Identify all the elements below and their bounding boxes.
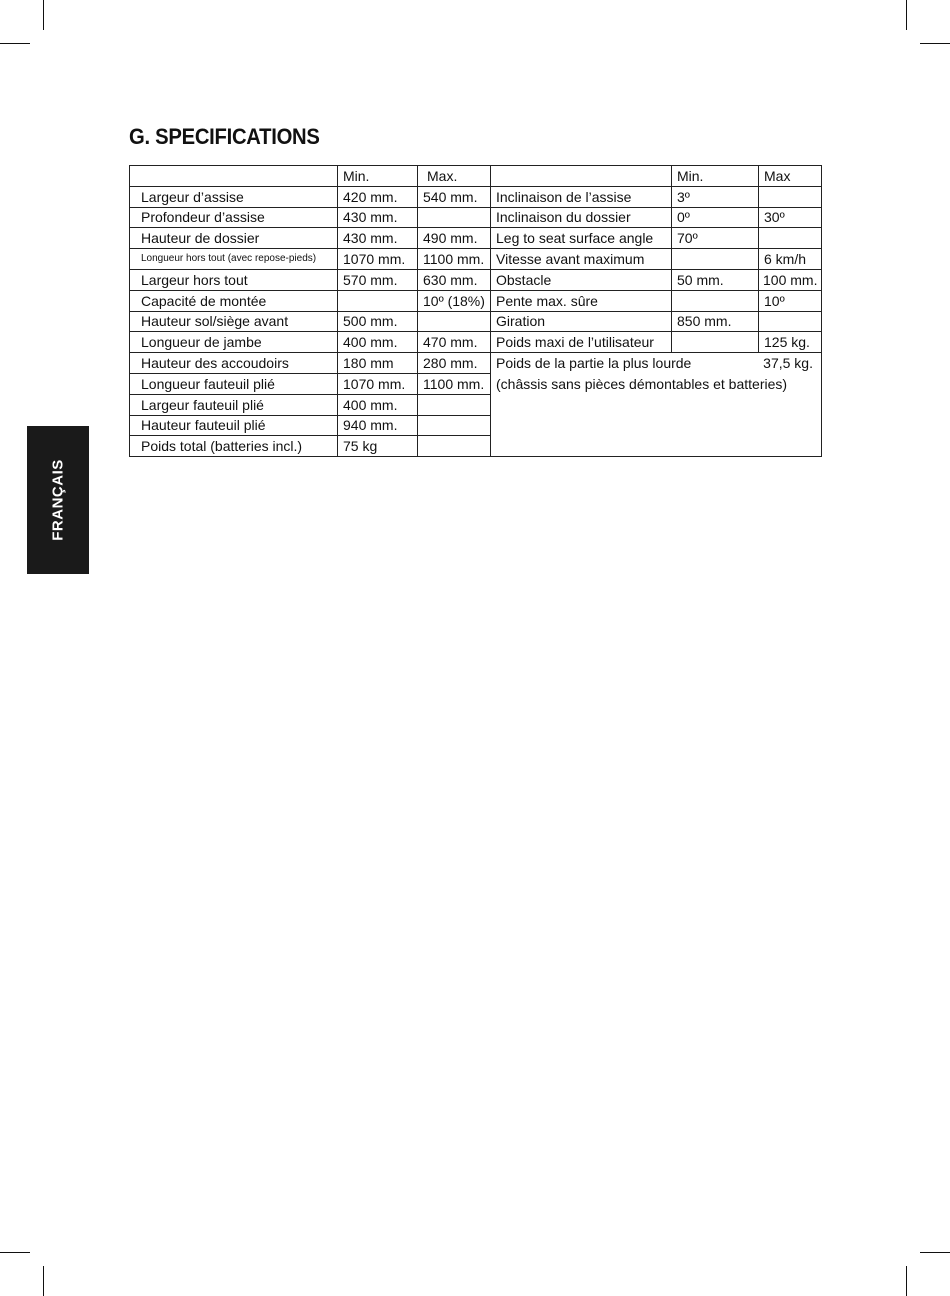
spec-max: [759, 186, 822, 207]
spec-max: 630 mm.: [418, 269, 491, 290]
spec-min: 1070 mm.: [338, 249, 418, 270]
spec-max: [418, 311, 491, 332]
spec-label: Hauteur sol/siège avant: [130, 311, 338, 332]
header-cell: Min.: [672, 166, 759, 187]
spec-label: Longueur fauteuil plié: [130, 373, 338, 394]
crop-mark-top-left-v: [43, 0, 44, 30]
spec-min: 570 mm.: [338, 269, 418, 290]
table-row: [130, 228, 822, 249]
crop-mark-top-right-v: [906, 0, 907, 30]
spec-max: 490 mm.: [418, 228, 491, 249]
table-row: [130, 290, 822, 311]
spec-max: [418, 415, 491, 436]
spec-label: Largeur hors tout: [130, 269, 338, 290]
spec-label: Hauteur de dossier: [130, 228, 338, 249]
spec-label: Inclinaison du dossier: [491, 207, 672, 228]
header-cell: [491, 166, 672, 187]
spec-max: 100 mm.: [759, 269, 822, 290]
crop-mark-top-right-h: [920, 43, 950, 44]
spec-label: Capacité de montée: [130, 290, 338, 311]
spec-label: Pente max. sûre: [491, 290, 672, 311]
heaviest-part-cell: [491, 353, 822, 457]
spec-min: 1070 mm.: [338, 373, 418, 394]
language-side-tab: [27, 426, 89, 574]
spec-label: Giration: [491, 311, 672, 332]
table-row: [130, 311, 822, 332]
spec-min: 400 mm.: [338, 332, 418, 353]
spec-label: Hauteur des accoudoirs: [130, 353, 338, 374]
spec-label: Poids total (batteries incl.): [130, 436, 338, 457]
table-row: [130, 353, 822, 374]
spec-min: 180 mm: [338, 353, 418, 374]
crop-mark-bottom-left-v: [43, 1266, 44, 1296]
spec-min: 70º: [672, 228, 759, 249]
spec-label: Longueur de jambe: [130, 332, 338, 353]
table-row: [130, 207, 822, 228]
spec-min: 75 kg: [338, 436, 418, 457]
spec-max: [418, 207, 491, 228]
spec-max: 125 kg.: [759, 332, 822, 353]
heaviest-part-note: (châssis sans pièces démontables et batteries): [496, 375, 788, 392]
spec-max: 280 mm.: [418, 353, 491, 374]
spec-min: 500 mm.: [338, 311, 418, 332]
table-header-row: [130, 166, 822, 187]
spec-label: Profondeur d’assise: [130, 207, 338, 228]
spec-min: 430 mm.: [338, 228, 418, 249]
section-title: G. SPECIFICATIONS: [129, 124, 320, 149]
header-cell: Max.: [418, 166, 491, 187]
spec-max: [418, 394, 491, 415]
spec-max: 6 km/h: [759, 249, 822, 270]
spec-max: 10º: [759, 290, 822, 311]
heaviest-part-line: [496, 353, 821, 374]
crop-mark-bottom-right-v: [906, 1266, 907, 1296]
heaviest-part-label: Poids de la partie la plus lourde: [496, 355, 692, 372]
spec-min: 3º: [672, 186, 759, 207]
header-cell: [130, 166, 338, 187]
spec-min: 400 mm.: [338, 394, 418, 415]
spec-min: 850 mm.: [672, 311, 759, 332]
spec-label: Leg to seat surface angle: [491, 228, 672, 249]
header-cell: Min.: [338, 166, 418, 187]
crop-mark-top-left-h: [0, 43, 30, 44]
spec-label: Largeur d’assise: [130, 186, 338, 207]
spec-label: Obstacle: [491, 269, 672, 290]
spec-label: Vitesse avant maximum: [491, 249, 672, 270]
spec-min: 50 mm.: [672, 269, 759, 290]
table-row: [130, 249, 822, 270]
table-row: [130, 269, 822, 290]
spec-min: 420 mm.: [338, 186, 418, 207]
spec-max: 1100 mm.: [418, 249, 491, 270]
specifications-table: [129, 165, 822, 457]
header-cell: Max: [759, 166, 822, 187]
spec-min: 0º: [672, 207, 759, 228]
crop-mark-bottom-right-h: [920, 1252, 950, 1253]
spec-max: 1100 mm.: [418, 373, 491, 394]
table-row: [130, 186, 822, 207]
spec-max: 540 mm.: [418, 186, 491, 207]
spec-min: 940 mm.: [338, 415, 418, 436]
spec-max: 10º (18%): [418, 290, 491, 311]
spec-min: 430 mm.: [338, 207, 418, 228]
spec-max: 470 mm.: [418, 332, 491, 353]
spec-label: Hauteur fauteuil plié: [130, 415, 338, 436]
table-row: [130, 332, 822, 353]
spec-label: Longueur hors tout (avec repose-pieds): [130, 249, 338, 270]
spec-max: [759, 228, 822, 249]
language-label: FRANÇAIS: [49, 459, 67, 541]
spec-label: Inclinaison de l’assise: [491, 186, 672, 207]
spec-label: Largeur fauteuil plié: [130, 394, 338, 415]
spec-min: [338, 290, 418, 311]
spec-max: [418, 436, 491, 457]
spec-min: [672, 332, 759, 353]
heaviest-part-value: 37,5 kg.: [763, 355, 813, 372]
spec-min: [672, 290, 759, 311]
crop-mark-bottom-left-h: [0, 1252, 30, 1253]
spec-label: Poids maxi de l’utilisateur: [491, 332, 672, 353]
spec-max: 30º: [759, 207, 822, 228]
spec-min: [672, 249, 759, 270]
spec-max: [759, 311, 822, 332]
